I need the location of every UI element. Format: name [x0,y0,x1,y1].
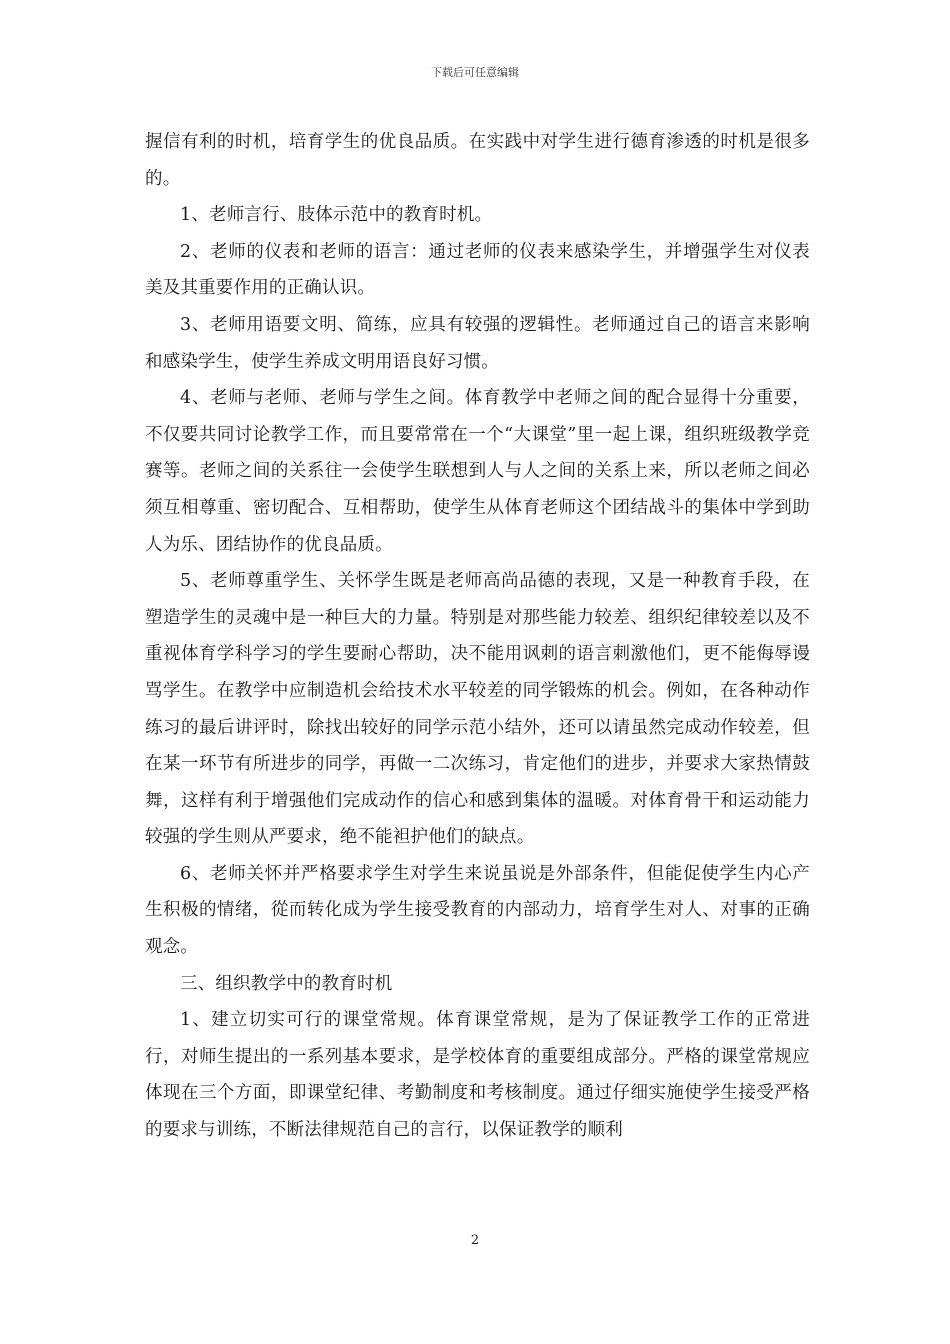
paragraph: 1、老师言行、肢体示范中的教育时机。 [180,205,493,226]
document-body [145,124,810,1149]
paragraph: 6、老师关怀并严格要求学生对学生来说虽说是外部条件，但能促使学生内心产生积极的情绪，從而转化成为学生接受教育的内部动力，培育学生对人、对事的正确观念。 [145,863,810,958]
paragraph: 5、老师尊重学生、关怀学生既是老师高尚品德的表现，又是一种教育手段，在塑造学生的灵魂中是一种巨大的力量。特别是对那些能力较差、组织纪律较差以及不重视体育学科学习的学生要耐心帮助，决不能用讽刺的语言刺激他们，更不能侮辱谩骂学生。在教学中应制造机会给技术水平较差的同学锻炼的机会。例如，在各种动作练习的最后讲评时，除找出较好的同学示范小结外，还可以请虽然完成动作较差，但在某一环节有所进步的同学，再做一二次练习，肯定他们的进步，并要求大家热情鼓舞，这样有利于增强他们完成动作的信心和感到集体的温暖。对体育骨干和运动能力较强的学生则从严要求，绝不能袒护他们的缺点。 [145,571,810,848]
paragraph: 2、老师的仪表和老师的语言：通过老师的仪表来感染学生，并增强学生对仪表美及其重要作用的正确认识。 [145,241,810,299]
page-number: 2 [470,1233,480,1248]
paragraph: 1、建立切实可行的课堂常规。体育课堂常规，是为了保证教学工作的正常进行，对师生提出的一系列基本要求，是学校体育的重要组成部分。严格的课堂常规应体现在三个方面，即课堂纪律、考勤制度和考核制度。通过仔细实施使学生接受严格的要求与训练，不断法律规范自己的言行，以保证教学的顺利 [145,1010,810,1141]
paragraph: 4、老师与老师、老师与学生之间。体育教学中老师之间的配合显得十分重要，不仅要共同讨论教学工作，而且要常常在一个“大课堂”里一起上课，组织班级教学竞赛等。老师之间的关系往一会使学生联想到人与人之间的关系上来，所以老师之间必须互相尊重、密切配合、互相帮助，使学生从体育老师这个团结战斗的集体中学到助人为乐、团结协作的优良品质。 [145,388,810,555]
paragraph: 3、老师用语要文明、简练，应具有较强的逻辑性。老师通过自己的语言来影响和感染学生，使学生养成文明用语良好习惯。 [145,314,810,372]
page-header: 下载后可任意编辑 [431,66,519,79]
section-heading: 三、组织教学中的教育时机 [180,973,393,994]
paragraph: 握信有利的时机，培育学生的优良品质。在实践中对学生进行德育渗透的时机是很多的。 [145,132,810,189]
